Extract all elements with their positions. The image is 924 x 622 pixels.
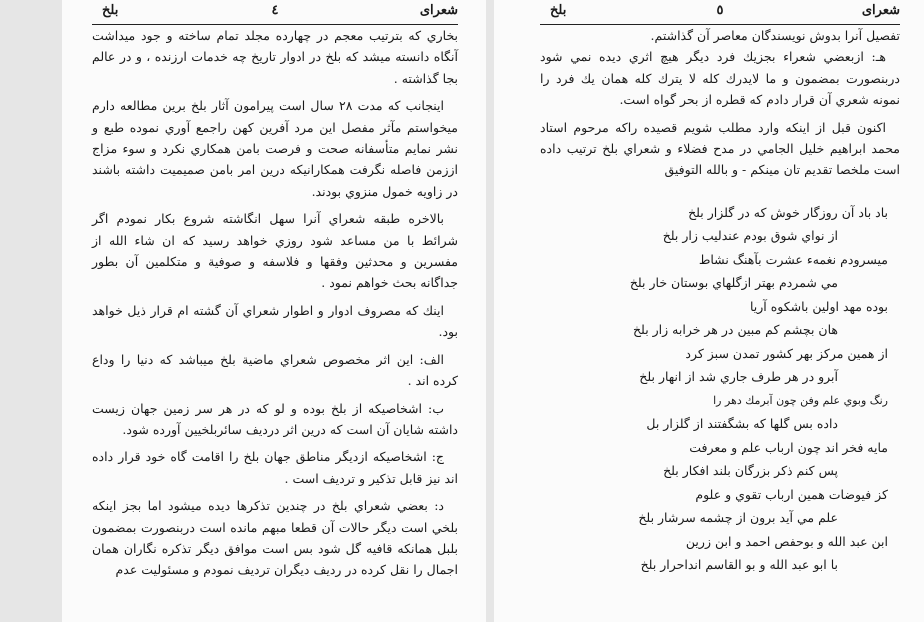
list-item-alef: الف: اين اثر مخصوص شعراي ماضية بلخ ميباشد كه دنيا را وداع كرده اند . (92, 351, 458, 389)
right-page (494, 0, 924, 622)
paragraph: اكنون قبل از اينكه وارد مطلب شويم قصيده راكه مرحوم استاد محمد ابراهيم خليل الجامي در مدح فضلاء و شعراي بلخ ترتيب داده است ملخصا تقديم تان مينكم - و بالله التوفيق (540, 119, 900, 178)
verse-line: آبرو در هر طرف جاري شد از انهار بلخ (639, 369, 838, 385)
verse-line: باد باد آن روزگار خوش كه در گلزار بلخ (688, 204, 888, 220)
page-number: ٤ (271, 3, 279, 18)
list-item-be: ب: اشخاصيكه از بلخ بوده و لو كه در هر سر زمين جهان زيست داشته شايان آن است كه درين اثر درديف سائربلخيين آورده شود. (92, 400, 458, 437)
verse-line: با ابو عبد الله و بو القاسم انداحرار بلخ (640, 557, 838, 573)
body-text (92, 25, 458, 581)
verse-line: هان بچشم كم مبين در هر خرابه زار بلخ (632, 322, 838, 338)
header-place: بلخ (102, 3, 119, 18)
verse-line: رنگ وبوي علم وفن چون آبرمك دهر را (713, 393, 888, 407)
poem (540, 201, 900, 577)
verse-line: ابن عبد الله و بوحفص احمد و ابن زرين (685, 533, 888, 549)
page-number: ٥ (716, 3, 724, 18)
paragraph: تفصيل آنرا بدوش نويسندگان معاصر آن گذاشتم. (650, 28, 900, 43)
header-title: شعراى (861, 3, 900, 18)
verse-line: كز فيوضات همين ارباب تقوي و علوم (695, 486, 888, 502)
verse-line: داده بس گلها كه بشگفتند از گلزار بل (646, 416, 838, 432)
verse-line: بوده مهد اولين باشكوه آريا (749, 298, 888, 314)
verse-line: از نواي شوق بودم عندليب زار بلخ (662, 228, 838, 244)
list-item-he: هـ: ازبعضي شعراء بجزيك فرد ديگر هيچ اثري ديده نمي شود دربنصورت بمضمون و ما لايدرك كله لا يترك كله همان يك فرد را نمونه شعري آن قرار دادم كه قطره از بحر گواه است. (540, 49, 900, 108)
paragraph: اينجانب كه مدت ٢٨ سال است پيرامون آثار بلخ برين مطالعه دارم ميخواستم مآثر مفصل اين مرد آفرين كهن راجمع آوري نموده طبع و نشر نمايم متأسفانه صحت و فرصت بامن همكاري نكرد و سوء مزاج اززمن فاصله نگرفت همكارانيكه درين امر بامن صميميت داشته باشند در زاويه خمول منزوي بودند. (92, 98, 458, 199)
paragraph: بخاري كه بترتيب معجم در چهارده مجلد تمام ساخته و جود ميداشت آنگاه دانسته ميشد كه بلخ در ادوار تاريخ چه خدمات ارزنده ، و در عالم بجا گذاشته . (92, 28, 458, 86)
paragraph: بالاخره طبقه شعراي آنرا سهل انگاشته شروع بكار نمودم اگر شرائط با من مساعد شود روزي خواهد رسيد كه ان شاء الله از مفسرين و محدثين وفقها و فلاسفه و صوفية و متكلمين آن بطور جداگانه بحث خواهم نمود . (92, 211, 458, 291)
verse-line: مي شمردم بهتر ازگلهاي بوستان خار بلخ (629, 275, 838, 291)
verse-line: مايه فخر اند چون ارباب علم و معرفت (689, 439, 888, 455)
body-text (540, 25, 900, 577)
verse-line: پس كنم ذكر بزرگان بلند افكار بلخ (663, 463, 838, 479)
header-title: شعراى (419, 3, 458, 18)
paragraph: اينك كه مصروف ادوار و اطوار شعراي آن گشته ام قرار ذيل خواهد بود. (92, 302, 458, 340)
verse-line: ميسرودم نغمه‌ء عشرت بآهنگ نشاط (698, 251, 888, 267)
page-header (540, 2, 900, 22)
page-header (92, 2, 458, 22)
verse-line: علم مي آيد برون از چشمه سرشار بلخ (638, 510, 838, 526)
list-item-jim: ج: اشخاصيكه ازديگر مناطق جهان بلخ را اقامت گاه خود قرار داده اند نيز قابل تذكير و ترديف است . (92, 449, 458, 486)
verse-line: از همين مركز بهر كشور تمدن سبز كرد (685, 345, 888, 361)
left-page (62, 0, 486, 622)
header-place: بلخ (550, 3, 567, 18)
list-item-dal: د: بعضي شعراي بلخ در چندين تذكرها ديده ميشود اما بجز اينكه بلخي است ديگر حالات آن قطعا مبهم مانده است دربنصورت بمضمون بلبل همانكه قافيه گل شود بس است موافق ديگر تذكره نگاران همان اجمال را نقل كرده در رديف ديگران ترديف نمودم و مسئوليت عدم (92, 498, 458, 578)
